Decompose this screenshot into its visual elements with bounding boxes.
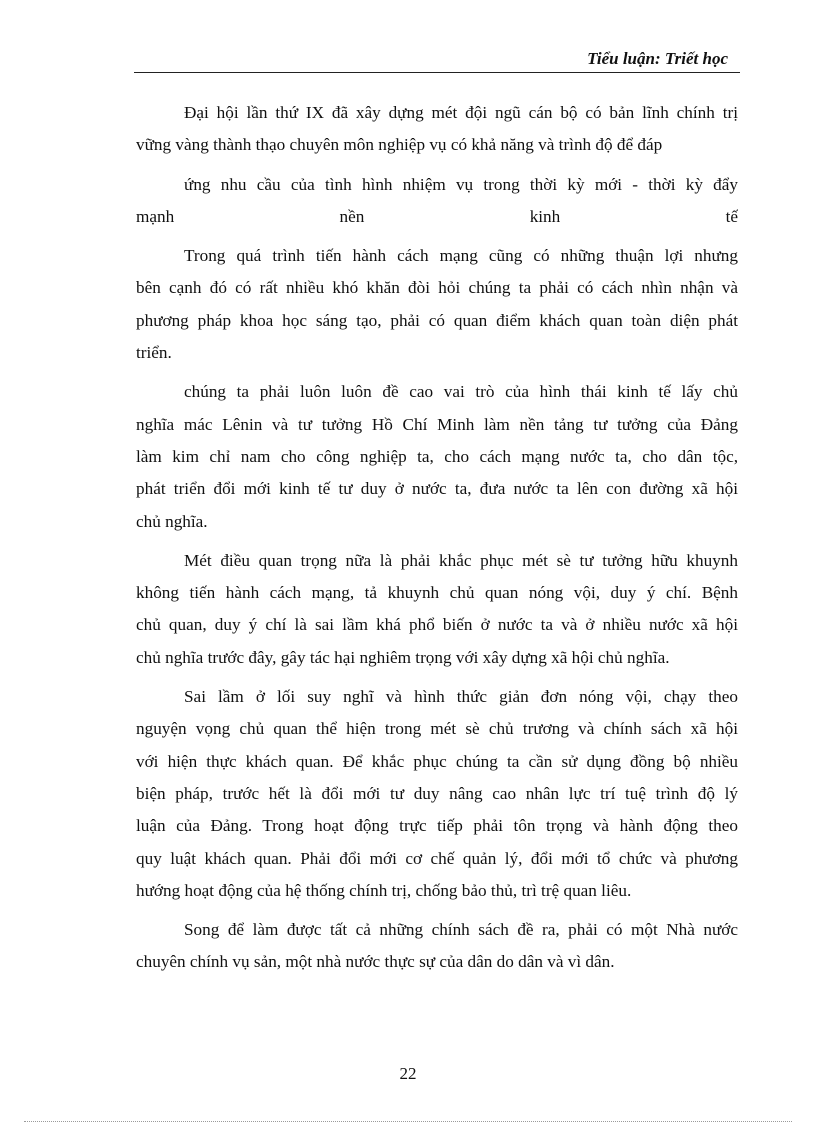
text-line: biện pháp, trước hết là đổi mới tư duy nâng cao nhân lực trí tuệ trình độ lý (136, 783, 738, 803)
text-line: ứng nhu cầu của tình hình nhiệm vụ trong thời kỳ mới - thời kỳ đẩy (184, 174, 738, 194)
text-line: chúng ta phải luôn luôn đề cao vai trò của hình thái kinh tế lấy chủ (184, 382, 738, 402)
text-line: quy luật khách quan. Phải đổi mới cơ chế quản lý, đổi mới tổ chức và phương (136, 848, 738, 868)
text-line: mạnh nền kinh tế (136, 206, 738, 226)
text-line: nguyện vọng chủ quan thể hiện trong mét sè chủ trương và chính sách xã hội (136, 719, 738, 739)
text-line: với hiện thực khách quan. Để khắc phục chúng ta cần sử dụng đồng bộ nhiều (136, 751, 738, 771)
text-line: chủ nghĩa. (136, 511, 208, 531)
document-body (136, 97, 738, 979)
text-line: Mét điều quan trọng nữa là phải khắc phục mét sè tư tưởng hữu khuynh (184, 550, 738, 570)
text-line: Đại hội lần thứ IX đã xây dựng mét đội ngũ cán bộ có bản lĩnh chính trị (184, 103, 738, 122)
text-line: vững vàng thành thạo chuyên môn nghiệp vụ có khả năng và trình độ để đáp (136, 135, 663, 155)
header-title: Tiểu luận: Triết học (587, 49, 728, 68)
text-line: luận của Đảng. Trong hoạt động trực tiếp phải tôn trọng và hành động theo (136, 816, 738, 836)
text-line: hướng hoạt động của hệ thống chính trị, chống bảo thủ, trì trệ quan liêu. (136, 880, 632, 900)
text-line: không tiến hành cách mạng, tả khuynh chủ quan nóng vội, duy ý chí. Bệnh (136, 583, 738, 603)
text-line: chủ quan, duy ý chí là sai lầm khá phổ biến ở nước ta và ở nhiều nước xã hội (136, 615, 738, 635)
text-line: chuyên chính vụ sản, một nhà nước thực sự của dân do dân và vì dân. (136, 952, 615, 972)
text-line: làm kim chỉ nam cho công nghiệp ta, cho cách mạng nước ta, cho dân tộc, (136, 446, 738, 466)
page-header (134, 46, 740, 73)
text-line: bên cạnh đó có rất nhiều khó khăn đòi hỏi chúng ta phải có cách nhìn nhận và (136, 278, 738, 298)
text-line: triển. (136, 343, 172, 363)
text-line: Sai lầm ở lối suy nghĩ và hình thức giản đơn nóng vội, chạy theo (184, 687, 738, 707)
page-number: 22 (399, 1064, 417, 1083)
text-line: phương pháp khoa học sáng tạo, phải có quan điểm khách quan toàn diện phát (136, 310, 738, 330)
text-line: phát triển đổi mới kinh tế tư duy ở nước ta, đưa nước ta lên con đường xã hội (136, 479, 738, 499)
text-line: Trong quá trình tiến hành cách mạng cũng có những thuận lợi nhưng (184, 246, 738, 266)
footer-divider (24, 1121, 792, 1122)
text-line: nghĩa mác Lênin và tư tưởng Hồ Chí Minh làm nền tảng tư tưởng của Đảng (136, 414, 738, 434)
text-line: chủ nghĩa trước đây, gây tác hại nghiêm trọng với xây dựng xã hội chủ nghĩa. (136, 647, 670, 667)
text-line: Song để làm được tất cả những chính sách đề ra, phải có một Nhà nước (184, 920, 738, 940)
